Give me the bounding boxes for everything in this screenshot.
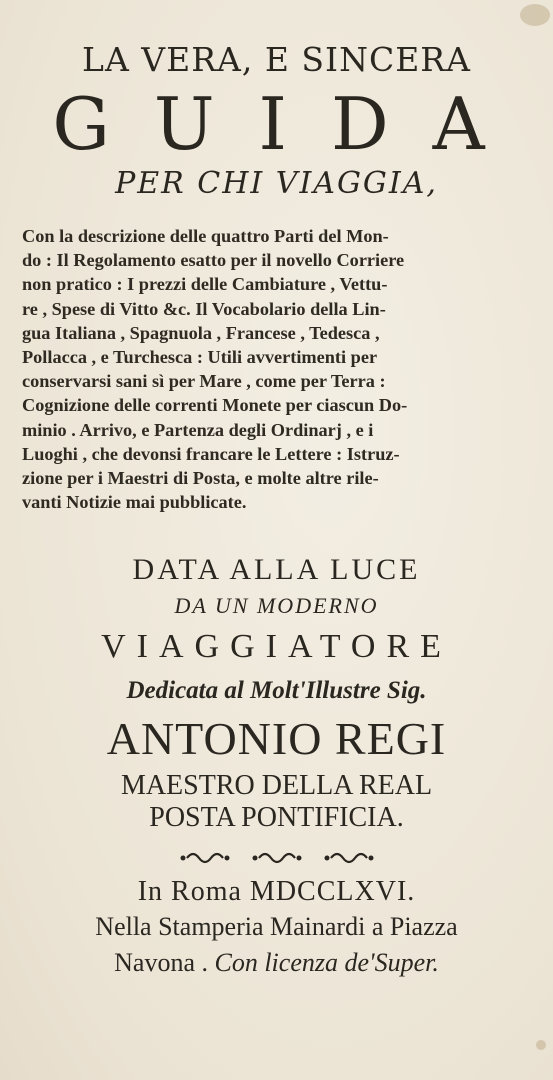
paper-stain (536, 1040, 546, 1050)
description-line: zione per i Maestri di Posta, e molte altre rile- (22, 468, 379, 489)
imprint-printer: Nella Stamperia Mainardi a Piazza (95, 912, 458, 941)
dedicatee-title-2: POSTA PONTIFICIA. (149, 802, 404, 833)
description-line: Cognizione delle correnti Monete per ciascun Do- (22, 395, 408, 416)
fleuron-ornament-icon (177, 848, 377, 868)
fleuron-ornament-icon (0, 848, 553, 872)
description-line: vanti Notizie mai pubblicate. (22, 492, 247, 513)
description-line: gua Italiana , Spagnuola , Francese , Tedesca , (22, 322, 380, 343)
imprint-location: Navona . (114, 948, 208, 977)
dedication-line: Dedicata al Molt'Illustre Sig. (126, 677, 427, 704)
paper-stain (520, 4, 550, 26)
description-line: re , Spese di Vitto &c. Il Vocabolario della Lin- (22, 298, 386, 319)
author-line: DA UN MODERNO (174, 593, 379, 618)
description-line: conservarsi sani sì per Mare , come per Terra : (22, 371, 386, 392)
imprint-place-date: In Roma MDCCLXVI. (137, 876, 416, 907)
imprint-license (0, 948, 553, 978)
dedicatee-title-1: MAESTRO DELLA REAL (120, 770, 433, 801)
description-line: Pollacca , e Turchesca : Utili avvertimenti per (22, 347, 378, 368)
license-text: Con licenza de'Super. (214, 948, 439, 977)
description-line: Con la descrizione delle quattro Parti del Mon- (22, 226, 389, 246)
description-line: Luoghi , che devonsi francare le Lettere : Istruz- (22, 443, 400, 464)
heading-line-3: PER CHI VIAGGIA, (115, 166, 438, 201)
description-line: non pratico : I prezzi delle Cambiature , Vettu- (22, 274, 388, 295)
heading-guida: GUIDA (52, 82, 529, 166)
dedicatee-name: ANTONIO REGI (106, 713, 447, 764)
published-line: DATA ALLA LUCE (132, 553, 421, 586)
viaggiatore-line: VIAGGIATORE (101, 628, 452, 665)
description-paragraph (22, 224, 527, 514)
description-line: minio . Arrivo, e Partenza degli Ordinarj , e i (22, 419, 374, 440)
heading-line-1: LA VERA, E SINCERA (82, 40, 471, 79)
description-line: do : Il Regolamento esatto per il novello Corriere (22, 250, 405, 271)
